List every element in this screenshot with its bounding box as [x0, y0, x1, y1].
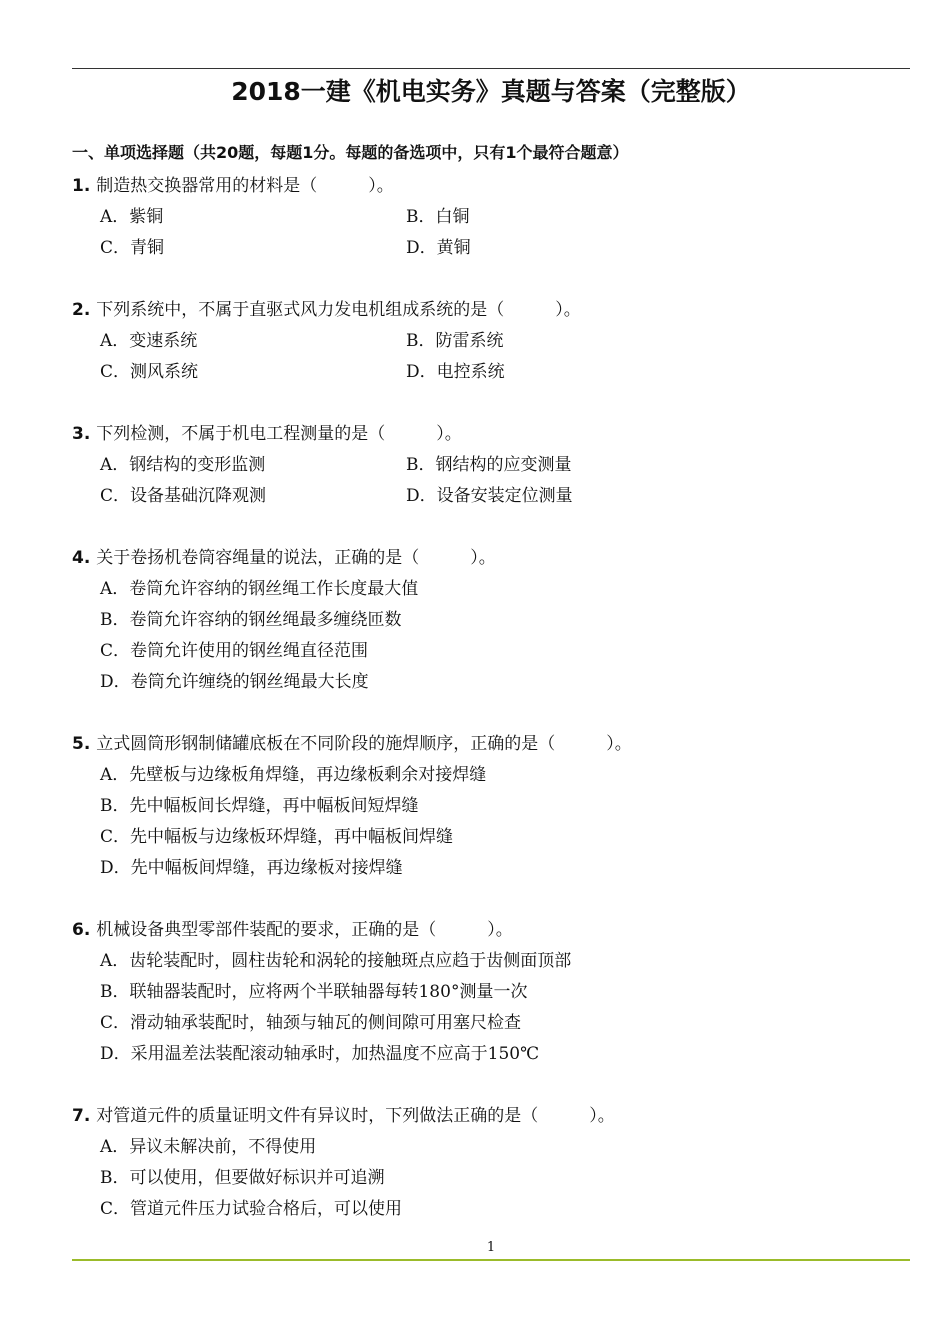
question-number: 2.	[72, 300, 91, 320]
question-number: 4.	[72, 548, 91, 568]
question-number: 3.	[72, 424, 91, 444]
question-list	[72, 171, 910, 1256]
question-stem	[72, 543, 910, 574]
answer-option: D．采用温差法装配滚动轴承时，加热温度不应高于150℃	[100, 1044, 540, 1064]
answer-option: C．卷筒允许使用的钢丝绳直径范围	[100, 641, 369, 661]
answer-option: B．钢结构的应变测量	[406, 455, 572, 475]
answer-option: A．钢结构的变形监测	[100, 455, 266, 475]
section-heading: 一、单项选择题（共20题，每题1分。每题的备选项中，只有1个最符合题意）	[72, 143, 629, 162]
question-number: 1.	[72, 176, 91, 196]
header-rule	[72, 68, 910, 69]
document-title: 2018一建《机电实务》真题与答案（完整版）	[231, 77, 751, 106]
answer-option: C．先中幅板与边缘板环焊缝，再中幅板间焊缝	[100, 827, 454, 847]
option-list	[72, 450, 910, 512]
answer-option: B．先中幅板间长焊缝，再中幅板间短焊缝	[100, 796, 419, 816]
question-text: 立式圆筒形钢制储罐底板在不同阶段的施焊顺序，正确的是（ ）。	[96, 734, 632, 754]
answer-option: D．设备安装定位测量	[406, 486, 573, 506]
option-list	[72, 946, 910, 1070]
answer-option: A．紫铜	[100, 207, 164, 227]
answer-option: C．设备基础沉降观测	[100, 486, 267, 506]
question-item	[72, 729, 910, 884]
question-item	[72, 1101, 910, 1225]
question-item	[72, 915, 910, 1070]
question-stem	[72, 419, 910, 450]
answer-option: C．管道元件压力试验合格后，可以使用	[100, 1199, 403, 1219]
answer-option: B．防雷系统	[406, 331, 504, 351]
question-number: 6.	[72, 920, 91, 940]
answer-option: C．滑动轴承装配时，轴颈与轴瓦的侧间隙可用塞尺检查	[100, 1013, 522, 1033]
question-number: 5.	[72, 734, 91, 754]
answer-option: D．卷筒允许缠绕的钢丝绳最大长度	[100, 672, 369, 692]
question-item	[72, 419, 910, 512]
question-text: 机械设备典型零部件装配的要求，正确的是（ ）。	[96, 920, 513, 940]
question-stem	[72, 915, 910, 946]
option-list	[72, 1132, 910, 1225]
answer-option: B．卷筒允许容纳的钢丝绳最多缠绕匝数	[100, 610, 402, 630]
answer-option: B．联轴器装配时，应将两个半联轴器每转180°测量一次	[100, 982, 528, 1002]
answer-option: A．异议未解决前，不得使用	[100, 1137, 317, 1157]
question-stem	[72, 729, 910, 760]
answer-option: B．可以使用，但要做好标识并可追溯	[100, 1168, 385, 1188]
answer-option: A．先壁板与边缘板角焊缝，再边缘板剩余对接焊缝	[100, 765, 487, 785]
question-text: 下列系统中，不属于直驱式风力发电机组成系统的是（ ）。	[96, 300, 581, 320]
option-list	[72, 574, 910, 698]
answer-option: A．卷筒允许容纳的钢丝绳工作长度最大值	[100, 579, 419, 599]
question-stem	[72, 295, 910, 326]
question-item	[72, 295, 910, 388]
answer-option: D．黄铜	[406, 238, 471, 258]
question-text: 对管道元件的质量证明文件有异议时，下列做法正确的是（ ）。	[96, 1106, 615, 1126]
option-list	[72, 760, 910, 884]
page-number: 1	[486, 1240, 496, 1255]
answer-option: D．电控系统	[406, 362, 505, 382]
answer-option: A．变速系统	[100, 331, 198, 351]
question-text: 制造热交换器常用的材料是（ ）。	[96, 176, 394, 196]
question-stem	[72, 1101, 910, 1132]
answer-option: A．齿轮装配时，圆柱齿轮和涡轮的接触斑点应趋于齿侧面顶部	[100, 951, 572, 971]
answer-option: C．青铜	[100, 238, 165, 258]
option-list	[72, 326, 910, 388]
question-number: 7.	[72, 1106, 91, 1126]
question-text: 关于卷扬机卷筒容绳量的说法，正确的是（ ）。	[96, 548, 496, 568]
answer-option: C．测风系统	[100, 362, 199, 382]
question-item	[72, 543, 910, 698]
answer-option: D．先中幅板间焊缝，再边缘板对接焊缝	[100, 858, 403, 878]
question-text: 下列检测，不属于机电工程测量的是（ ）。	[96, 424, 462, 444]
footer-rule	[72, 1259, 910, 1261]
question-item	[72, 171, 910, 264]
option-list	[72, 202, 910, 264]
answer-option: B．白铜	[406, 207, 470, 227]
question-stem	[72, 171, 910, 202]
